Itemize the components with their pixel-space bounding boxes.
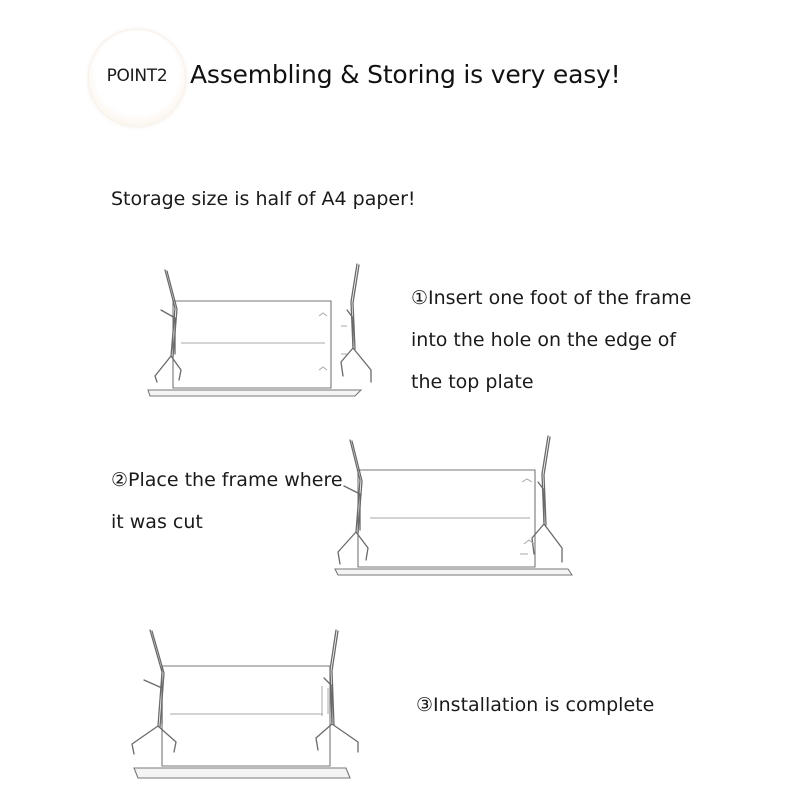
step-2-instruction [111, 459, 343, 543]
illustration-step-3 [118, 626, 373, 781]
illustration-step-1 [135, 258, 385, 403]
headline: Assembling & Storing is very easy! [190, 60, 621, 89]
storage-size-note: Storage size is half of A4 paper! [111, 188, 416, 210]
step-1-instruction [411, 277, 691, 403]
illustration-step-2 [320, 432, 580, 582]
point-badge-label: POINT2 [106, 66, 168, 86]
step-2-line-2: it was cut [111, 511, 203, 533]
step-1-line-3: the top plate [411, 371, 534, 393]
step-3-instruction [416, 684, 654, 726]
step-1-line-1: ①Insert one foot of the frame [411, 287, 692, 309]
step-2-line-1: ②Place the frame where [111, 469, 343, 491]
step-1-line-2: into the hole on the edge of [411, 329, 677, 351]
step-3-line-1: ③Installation is complete [416, 694, 655, 716]
